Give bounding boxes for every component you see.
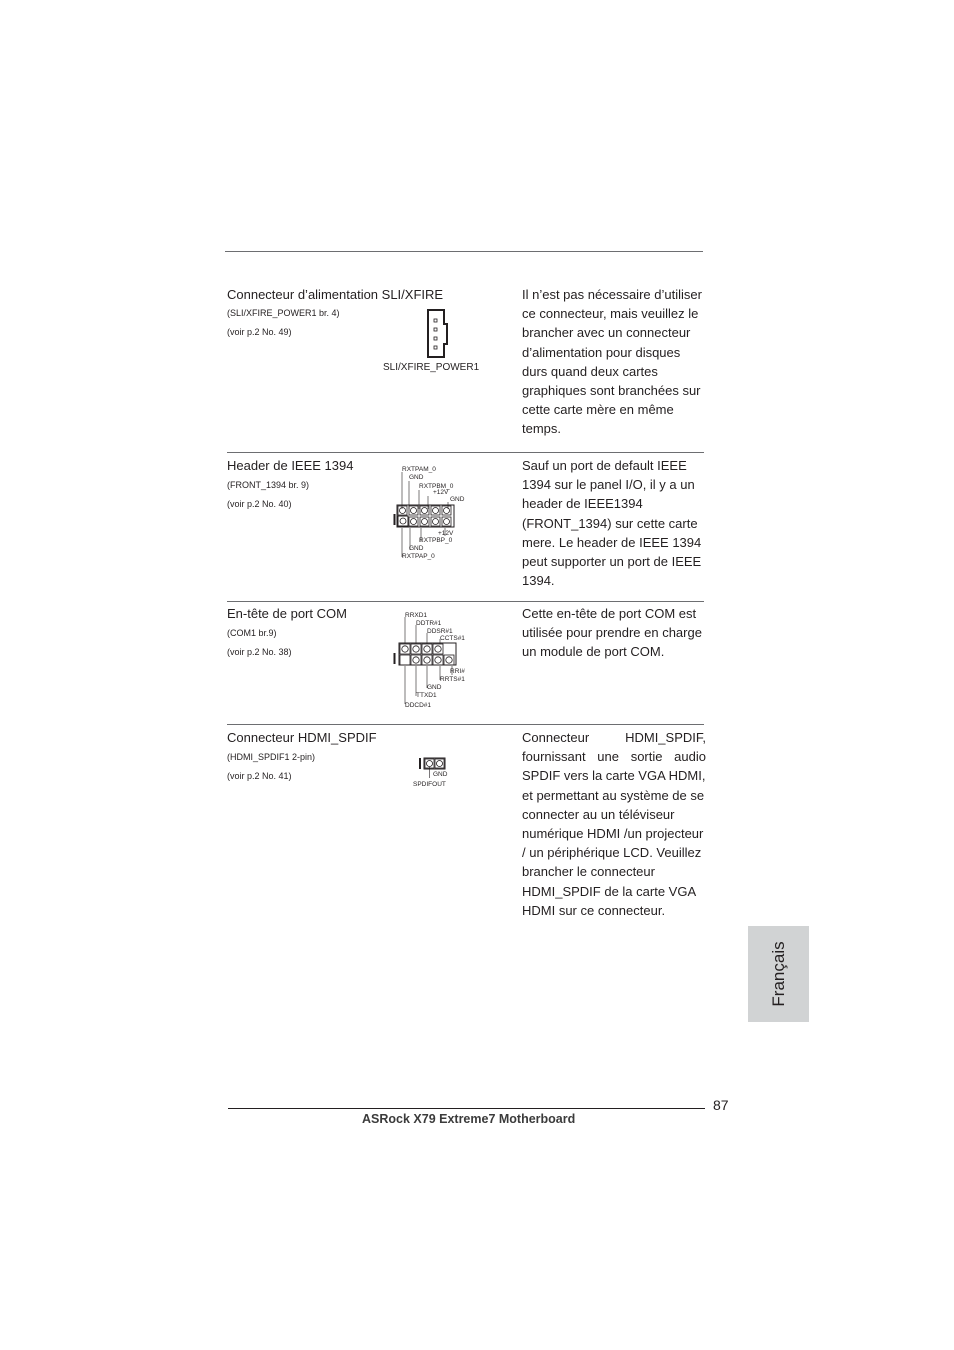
ieee1394-header-diagram bbox=[392, 462, 472, 562]
description-line: Cette en-tête de port COM est bbox=[522, 606, 697, 621]
description-line: un module de port COM. bbox=[522, 644, 665, 660]
pin-label: RXTPBP_0 bbox=[419, 537, 453, 544]
description-line: et permettant au système de se bbox=[522, 787, 705, 803]
description-line: Il n’est pas nécessaire d’utiliser bbox=[522, 287, 702, 302]
pin-reference: (HDMI_SPDIF1 2-pin) bbox=[227, 752, 316, 762]
section-divider bbox=[227, 452, 704, 453]
description-line: ce connecteur, mais veuillez le bbox=[522, 306, 699, 322]
section-title: En-tête de port COM bbox=[227, 606, 347, 621]
pin-reference: (COM1 br.9) bbox=[227, 628, 277, 638]
pin-label: GND bbox=[427, 684, 442, 691]
footer-title: ASRock X79 Extreme7 Motherboard bbox=[362, 1112, 576, 1126]
location-reference: (voir p.2 No. 41) bbox=[227, 771, 292, 781]
location-reference: (voir p.2 No. 38) bbox=[227, 647, 292, 657]
pin-label: RXTPAM_0 bbox=[402, 466, 436, 473]
section-description bbox=[522, 456, 706, 590]
description-line: connecter au un téléviseur bbox=[522, 806, 675, 822]
pin-label: DDSR#1 bbox=[427, 628, 453, 635]
pin-label: DDTR#1 bbox=[416, 620, 442, 627]
description-line: 1394. bbox=[522, 573, 555, 589]
pin-label: SPDIFOUT bbox=[413, 781, 446, 788]
section-description bbox=[522, 285, 706, 439]
com-header-diagram bbox=[392, 609, 476, 711]
pin-label: RXTPBM_0 bbox=[419, 483, 454, 490]
top-divider bbox=[225, 251, 703, 252]
location-reference: (voir p.2 No. 40) bbox=[227, 499, 292, 509]
description-line: HDMI sur ce connecteur. bbox=[522, 902, 666, 918]
description-line: utilisée pour prendre en charge bbox=[522, 625, 702, 641]
description-line: Connecteur HDMI_SPDIF, bbox=[522, 730, 706, 745]
pin-label: GND bbox=[450, 496, 465, 503]
pin-label: +12V bbox=[433, 489, 449, 496]
description-line: brancher le connecteur bbox=[522, 864, 655, 880]
description-line: mere. Le header de IEEE 1394 bbox=[522, 534, 702, 550]
section-divider bbox=[227, 601, 704, 602]
description-line: (FRONT_1394) sur cette carte bbox=[522, 515, 698, 531]
description-line: peut supporter un port de IEEE bbox=[522, 554, 702, 570]
description-line: brancher avec un connecteur bbox=[522, 325, 691, 341]
pin-label: GND bbox=[409, 545, 424, 552]
description-line: HDMI_SPDIF de la carte VGA bbox=[522, 883, 697, 899]
connector-caption: SLI/XFIRE_POWER1 bbox=[383, 362, 480, 373]
pin-label: RRXD1 bbox=[405, 612, 428, 619]
page-number: 87 bbox=[713, 1097, 729, 1113]
description-line: Sauf un port de default IEEE bbox=[522, 458, 687, 473]
description-line: graphiques sont branchées sur bbox=[522, 383, 701, 399]
pin-label: CCTS#1 bbox=[440, 635, 465, 642]
pin-label: GND bbox=[409, 474, 424, 481]
section-title: Connecteur HDMI_SPDIF bbox=[227, 730, 377, 745]
pin-reference: (FRONT_1394 br. 9) bbox=[227, 480, 310, 490]
language-label: Français bbox=[768, 941, 788, 1007]
description-line: d’alimentation pour disques bbox=[522, 344, 681, 360]
pin-label: GND bbox=[433, 771, 448, 778]
section-divider bbox=[227, 724, 704, 725]
section-description bbox=[522, 604, 706, 662]
pin-label: RXTPAP_0 bbox=[402, 553, 435, 560]
description-line: / un périphérique LCD. Veuillez bbox=[522, 845, 702, 861]
language-side-tab bbox=[748, 926, 809, 1022]
description-line: durs quand deux cartes bbox=[522, 363, 658, 379]
section-title: Connecteur d’alimentation SLI/XFIRE bbox=[227, 287, 444, 302]
pin-label: RRI# bbox=[450, 668, 465, 675]
section-description bbox=[522, 728, 706, 920]
description-line: fournissant une sortie audio bbox=[522, 749, 706, 765]
footer-rule bbox=[228, 1108, 705, 1109]
description-line: SPDIF vers la carte VGA HDMI, bbox=[522, 768, 706, 784]
section-title: Header de IEEE 1394 bbox=[227, 458, 354, 473]
description-line: 1394 sur le panel I/O, il y a un bbox=[522, 477, 695, 493]
description-line: header de IEEE1394 bbox=[522, 496, 643, 512]
pin-label: DDCD#1 bbox=[405, 702, 432, 709]
description-line: temps. bbox=[522, 421, 562, 437]
description-line: numérique HDMI /un projecteur bbox=[522, 826, 704, 842]
pin-label: TTXD1 bbox=[416, 692, 437, 699]
pin-label: +12V bbox=[438, 530, 454, 537]
pin-label: RRTS#1 bbox=[440, 676, 465, 683]
hdmi-spdif-header-diagram bbox=[410, 754, 460, 790]
description-line: cette carte mère en même bbox=[522, 402, 674, 418]
sli-xfire-power-connector-diagram bbox=[426, 308, 450, 360]
location-reference: (voir p.2 No. 49) bbox=[227, 327, 292, 337]
pin-reference: (SLI/XFIRE_POWER1 br. 4) bbox=[227, 308, 340, 318]
